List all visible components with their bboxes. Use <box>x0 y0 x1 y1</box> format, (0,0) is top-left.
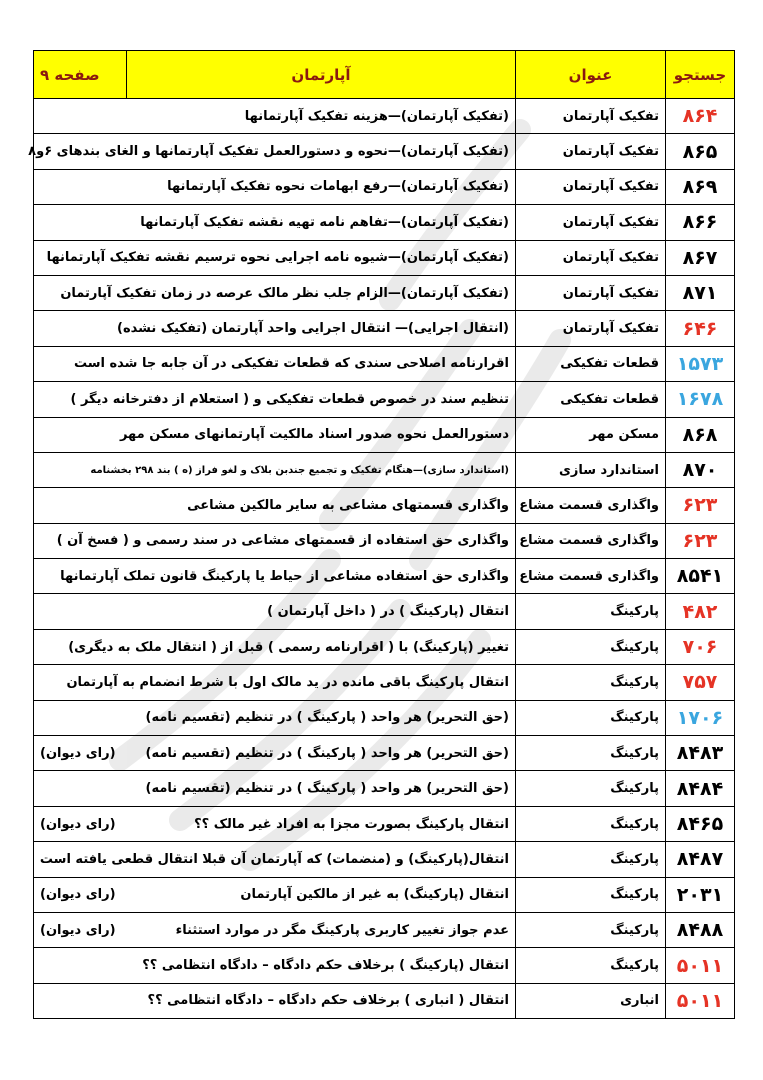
row-description-cell <box>34 806 516 841</box>
row-description-cell <box>34 99 516 134</box>
row-number: ۸۵۴۱ <box>666 559 735 594</box>
row-description: دستورالعمل نحوه صدور اسناد مالکیت آپارتمانهای مسکن مهر <box>119 427 509 443</box>
row-description: تنظیم سند در خصوص قطعات تفکیکی و ( استعلام از دفترخانه دیگر ) <box>70 391 509 407</box>
row-description-cell <box>34 488 516 523</box>
row-number: ۸۶۶ <box>666 205 735 240</box>
table-row <box>34 488 735 523</box>
row-title: پارکینگ <box>516 806 666 841</box>
table-row <box>34 700 735 735</box>
table-row <box>34 806 735 841</box>
row-description: انتقال (پارکینگ ) برخلاف حکم دادگاه – دادگاه انتظامی ؟؟ <box>142 958 509 974</box>
row-description: (تفکیک آپارتمان)—هزینه تفکیک آپارتمانها <box>244 108 509 124</box>
row-title: پارکینگ <box>516 912 666 947</box>
row-number: ۸۴۸۷ <box>666 842 735 877</box>
row-title: پارکینگ <box>516 665 666 700</box>
table-row <box>34 452 735 487</box>
row-description: انتقال (پارکینگ) به غیر از مالکین آپارتمان <box>240 887 509 903</box>
row-number: ۸۴۸۳ <box>666 736 735 771</box>
row-description: انتقال پارکینگ بصورت مجزا به افراد غیر مالک ؟؟ <box>194 816 509 832</box>
header-page: صفحه ۹ <box>34 51 127 99</box>
row-title: پارکینگ <box>516 771 666 806</box>
row-title: انباری <box>516 983 666 1018</box>
header-search: جستجو <box>666 51 735 99</box>
row-title: واگذاری قسمت مشاع <box>516 523 666 558</box>
header-apartment: آپارتمان <box>127 51 516 99</box>
row-description: (حق التحریر) هر واحد ( پارکینگ ) در تنظیم (تقسیم نامه) <box>145 781 509 797</box>
row-description: عدم جواز تغییر کاربری پارکینگ مگر در موارد استثناء <box>175 922 509 938</box>
row-title: تفکیک آپارتمان <box>516 275 666 310</box>
row-number: ۶۴۶ <box>666 311 735 346</box>
row-description-cell <box>34 594 516 629</box>
row-title: پارکینگ <box>516 736 666 771</box>
table-row <box>34 205 735 240</box>
header-title: عنوان <box>516 51 666 99</box>
row-description: (حق التحریر) هر واحد ( پارکینگ ) در تنظیم (تقسیم نامه) <box>145 710 509 726</box>
row-title: استاندارد سازی <box>516 452 666 487</box>
row-description-cell <box>34 523 516 558</box>
table-row <box>34 559 735 594</box>
table-row <box>34 169 735 204</box>
row-description-cell <box>34 912 516 947</box>
row-number: ۲۰۳۱ <box>666 877 735 912</box>
row-description: (تفکیک آپارتمان)—تفاهم نامه تهیه نقشه تفکیک آپارتمانها <box>140 214 509 230</box>
row-title: تفکیک آپارتمان <box>516 134 666 169</box>
row-title: پارکینگ <box>516 842 666 877</box>
row-description: (حق التحریر) هر واحد ( پارکینگ ) در تنظیم (تقسیم نامه) <box>145 745 509 761</box>
row-description-cell <box>34 736 516 771</box>
row-title: تفکیک آپارتمان <box>516 240 666 275</box>
row-title: مسکن مهر <box>516 417 666 452</box>
row-number: ۱۶۷۸ <box>666 382 735 417</box>
row-description-cell <box>34 452 516 487</box>
row-description-cell <box>34 771 516 806</box>
table-row <box>34 842 735 877</box>
row-note: (رای دیوان) <box>40 922 116 938</box>
row-title: تفکیک آپارتمان <box>516 311 666 346</box>
row-description: (تفکیک آپارتمان)—نحوه و دستورالعمل تفکیک آپارتمانها و الغای بندهای ۶و۸ <box>28 144 509 160</box>
row-description-cell <box>34 240 516 275</box>
row-number: ۸۴۸۸ <box>666 912 735 947</box>
table-row <box>34 417 735 452</box>
row-description-cell <box>34 311 516 346</box>
table-row <box>34 629 735 664</box>
row-number: ۶۲۳ <box>666 488 735 523</box>
row-description: واگذاری حق استفاده از قسمتهای مشاعی در سند رسمی و ( فسخ آن ) <box>56 533 509 549</box>
row-description: انتقال پارکینگ باقی مانده در ید مالک اول با شرط انضمام به آپارتمان <box>66 674 509 690</box>
row-title: تفکیک آپارتمان <box>516 99 666 134</box>
row-number: ۱۷۰۶ <box>666 700 735 735</box>
row-description: (انتقال اجرایی)— انتقال اجرایی واحد آپارتمان (تفکیک نشده) <box>117 321 509 337</box>
row-number: ۷۵۷ <box>666 665 735 700</box>
row-title: تفکیک آپارتمان <box>516 169 666 204</box>
table-row <box>34 134 735 169</box>
row-description: اقرارنامه اصلاحی سندی که قطعات تفکیکی در آن جابه جا شده است <box>73 356 509 372</box>
table-row <box>34 771 735 806</box>
row-title: واگذاری قسمت مشاع <box>516 488 666 523</box>
table-row <box>34 275 735 310</box>
row-description: (تفکیک آپارتمان)—رفع ابهامات نحوه تفکیک آپارتمانها <box>167 179 509 195</box>
row-number: ۸۴۸۴ <box>666 771 735 806</box>
row-description: (استاندارد سازی)—هنگام تفکیک و تجمیع جندبن بلاک و لغو فراز (ه ) بند ۲۹۸ بخشنامه <box>90 464 509 476</box>
row-number: ۵۰۱۱ <box>666 983 735 1018</box>
table-row <box>34 594 735 629</box>
row-number: ۸۷۰ <box>666 452 735 487</box>
row-description-cell <box>34 842 516 877</box>
row-description-cell <box>34 700 516 735</box>
table-row <box>34 240 735 275</box>
row-note: (رای دیوان) <box>40 887 116 903</box>
table-row <box>34 523 735 558</box>
row-number: ۸۴۶۵ <box>666 806 735 841</box>
row-number: ۸۶۹ <box>666 169 735 204</box>
table-row <box>34 382 735 417</box>
row-description-cell <box>34 983 516 1018</box>
row-description-cell <box>34 346 516 381</box>
row-number: ۸۶۵ <box>666 134 735 169</box>
table-header-row <box>34 51 735 99</box>
row-description-cell <box>34 169 516 204</box>
row-title: پارکینگ <box>516 629 666 664</box>
row-number: ۱۵۷۳ <box>666 346 735 381</box>
row-number: ۸۶۷ <box>666 240 735 275</box>
row-title: قطعات تفکیکی <box>516 346 666 381</box>
index-table-container <box>28 50 734 1019</box>
row-description-cell <box>28 134 516 169</box>
table-row <box>34 912 735 947</box>
row-description-cell <box>34 948 516 983</box>
table-row <box>34 736 735 771</box>
row-description-cell <box>34 205 516 240</box>
row-title: واگذاری قسمت مشاع <box>516 559 666 594</box>
table-row <box>34 948 735 983</box>
row-description: انتقال (پارکینگ ) در ( داخل آپارتمان ) <box>267 604 509 620</box>
row-description: واگذاری حق استفاده مشاعی از حیاط یا پارکینگ قانون تملک آپارتمانها <box>60 568 509 584</box>
row-description-cell <box>34 877 516 912</box>
row-note: (رای دیوان) <box>40 816 116 832</box>
index-table <box>28 50 735 1019</box>
row-title: تفکیک آپارتمان <box>516 205 666 240</box>
row-description-cell <box>34 665 516 700</box>
row-title: پارکینگ <box>516 594 666 629</box>
row-description-cell <box>34 382 516 417</box>
row-description: انتقال ( انباری ) برخلاف حکم دادگاه – دادگاه انتظامی ؟؟ <box>147 993 509 1009</box>
row-description-cell <box>34 629 516 664</box>
table-row <box>34 99 735 134</box>
row-number: ۵۰۱۱ <box>666 948 735 983</box>
table-row <box>34 346 735 381</box>
row-description: انتقال(پارکینگ) و (منضمات) که آپارتمان آن قبلا انتقال قطعی یافته است <box>39 851 509 867</box>
row-title: پارکینگ <box>516 877 666 912</box>
row-description-cell <box>34 275 516 310</box>
table-body <box>28 99 735 1019</box>
row-title: پارکینگ <box>516 700 666 735</box>
row-number: ۴۸۲ <box>666 594 735 629</box>
row-note: (رای دیوان) <box>40 745 116 761</box>
table-row <box>34 665 735 700</box>
row-number: ۷۰۶ <box>666 629 735 664</box>
row-number: ۸۷۱ <box>666 275 735 310</box>
table-row <box>34 877 735 912</box>
row-description-cell <box>34 417 516 452</box>
row-number: ۸۶۸ <box>666 417 735 452</box>
row-number: ۶۲۳ <box>666 523 735 558</box>
row-description-cell <box>34 559 516 594</box>
row-description: (تفکیک آپارتمان)—شیوه نامه اجرایی نحوه ترسیم نقشه تفکیک آپارتمانها <box>46 250 509 266</box>
row-number: ۸۶۴ <box>666 99 735 134</box>
row-title: پارکینگ <box>516 948 666 983</box>
table-row <box>34 311 735 346</box>
row-title: قطعات تفکیکی <box>516 382 666 417</box>
row-description: واگذاری قسمتهای مشاعی به سایر مالکین مشاعی <box>187 497 509 513</box>
row-description: تغییر (پارکینگ) با ( اقرارنامه رسمی ) قبل از ( انتقال ملک به دیگری) <box>68 639 509 655</box>
table-row <box>34 983 735 1018</box>
row-description: (تفکیک آپارتمان)—الزام جلب نظر مالک عرصه در زمان تفکیک آپارتمان <box>60 285 509 301</box>
